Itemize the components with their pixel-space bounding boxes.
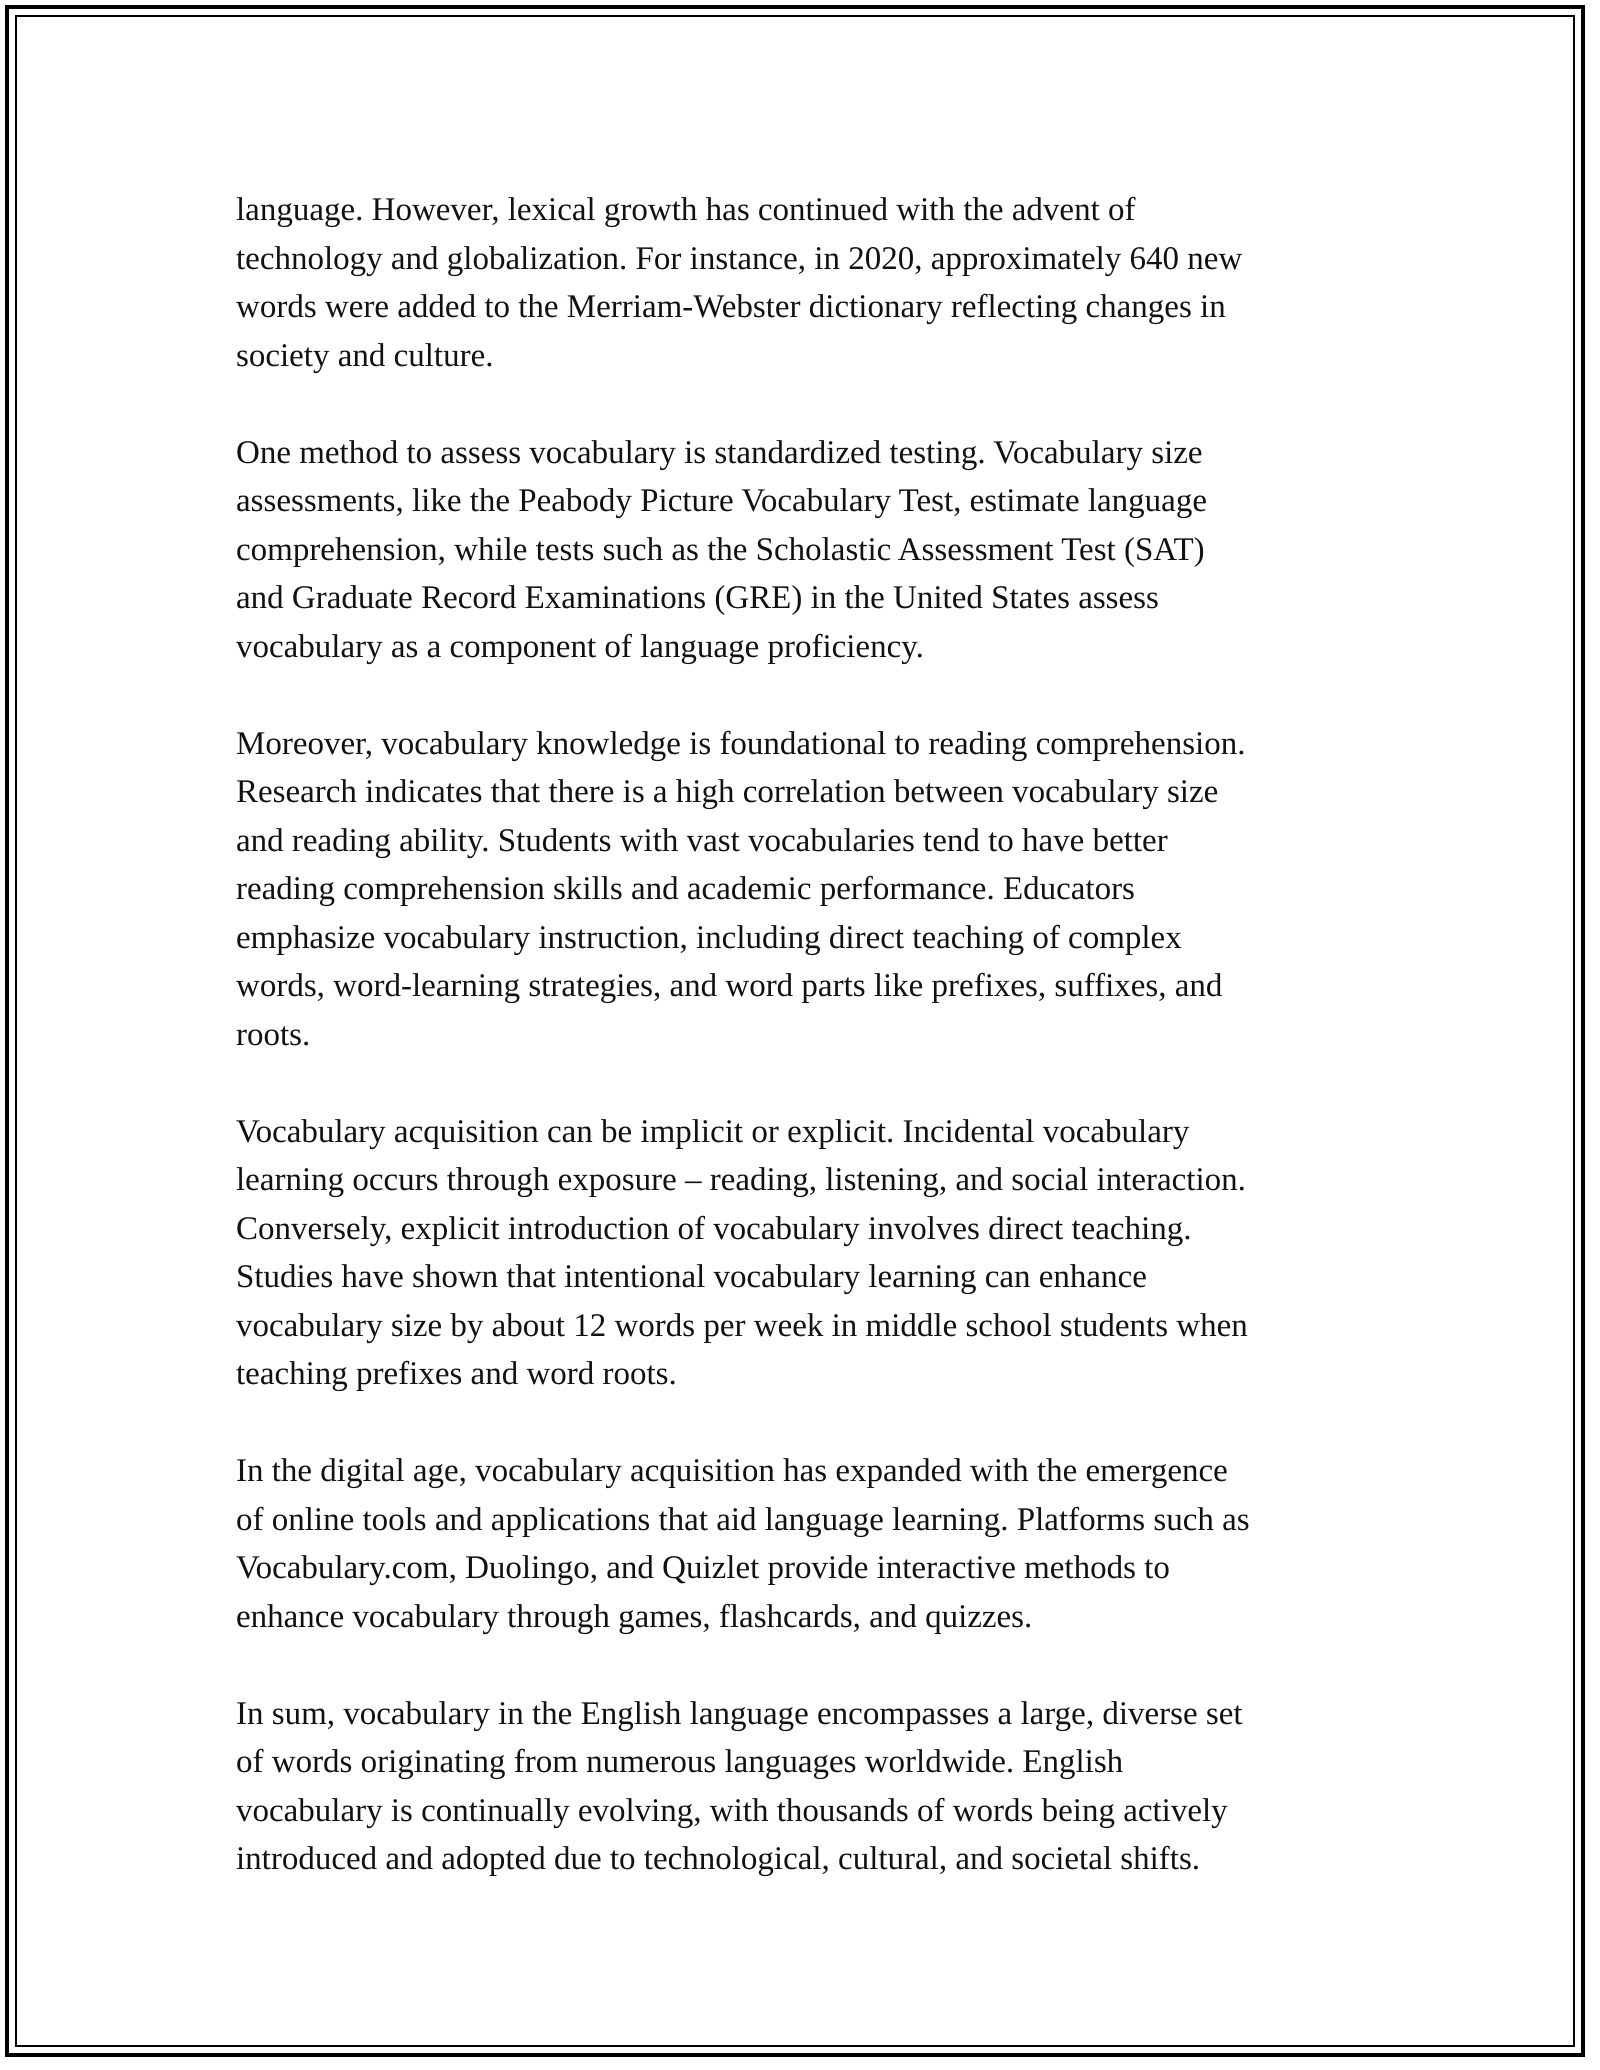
text-line: technology and globalization. For instance, in 2020, approximately 640 new (236, 240, 1243, 277)
document-body (236, 186, 1396, 1932)
text-line: vocabulary size by about 12 words per week in middle school students when (236, 1307, 1248, 1344)
paragraph-digital-age (236, 1447, 1396, 1641)
text-line: Conversely, explicit introduction of vocabulary involves direct teaching. (236, 1210, 1192, 1247)
paragraph-standardized-testing (236, 429, 1396, 672)
text-line: assessments, like the Peabody Picture Vocabulary Test, estimate language (236, 483, 1207, 519)
text-line: Vocabulary.com, Duolingo, and Quizlet provide interactive methods to (236, 1550, 1170, 1586)
text-line: roots. (236, 1016, 311, 1053)
text-line: Research indicates that there is a high correlation between vocabulary size (236, 774, 1219, 810)
paragraph-reading-comprehension (236, 720, 1396, 1060)
text-line: language. However, lexical growth has continued with the advent of (236, 192, 1136, 228)
text-line: and reading ability. Students with vast vocabularies tend to have better (236, 822, 1168, 859)
paragraph-summary (236, 1690, 1396, 1884)
text-line: reading comprehension skills and academic performance. Educators (236, 871, 1135, 907)
text-line: vocabulary as a component of language proficiency. (236, 628, 924, 665)
text-line: comprehension, while tests such as the Scholastic Assessment Test (SAT) (236, 531, 1205, 568)
text-line: enhance vocabulary through games, flashcards, and quizzes. (236, 1598, 1033, 1635)
text-line: Vocabulary acquisition can be implicit or explicit. Incidental vocabulary (236, 1113, 1190, 1150)
text-line: Studies have shown that intentional vocabulary learning can enhance (236, 1259, 1147, 1295)
text-line: teaching prefixes and word roots. (236, 1356, 677, 1392)
text-line: In sum, vocabulary in the English language encompasses a large, diverse set (236, 1695, 1243, 1732)
text-line: of online tools and applications that aid language learning. Platforms such as (236, 1501, 1250, 1538)
paragraph-lexical-growth (236, 186, 1396, 380)
paragraph-vocabulary-acquisition (236, 1108, 1396, 1399)
text-line: and Graduate Record Examinations (GRE) in the United States assess (236, 580, 1159, 616)
text-line: society and culture. (236, 337, 494, 374)
text-line: learning occurs through exposure – reading, listening, and social interaction. (236, 1162, 1246, 1198)
text-line: words, word-learning strategies, and word parts like prefixes, suffixes, and (236, 968, 1223, 1004)
text-line: In the digital age, vocabulary acquisition has expanded with the emergence (236, 1453, 1228, 1489)
text-line: vocabulary is continually evolving, with thousands of words being actively (236, 1792, 1228, 1829)
text-line: emphasize vocabulary instruction, including direct teaching of complex (236, 919, 1182, 956)
text-line: introduced and adopted due to technological, cultural, and societal shifts. (236, 1841, 1201, 1877)
text-line: Moreover, vocabulary knowledge is foundational to reading comprehension. (236, 725, 1246, 762)
text-line: of words originating from numerous languages worldwide. English (236, 1744, 1124, 1780)
text-line: words were added to the Merriam-Webster dictionary reflecting changes in (236, 289, 1226, 325)
text-line: One method to assess vocabulary is standardized testing. Vocabulary size (236, 434, 1203, 471)
